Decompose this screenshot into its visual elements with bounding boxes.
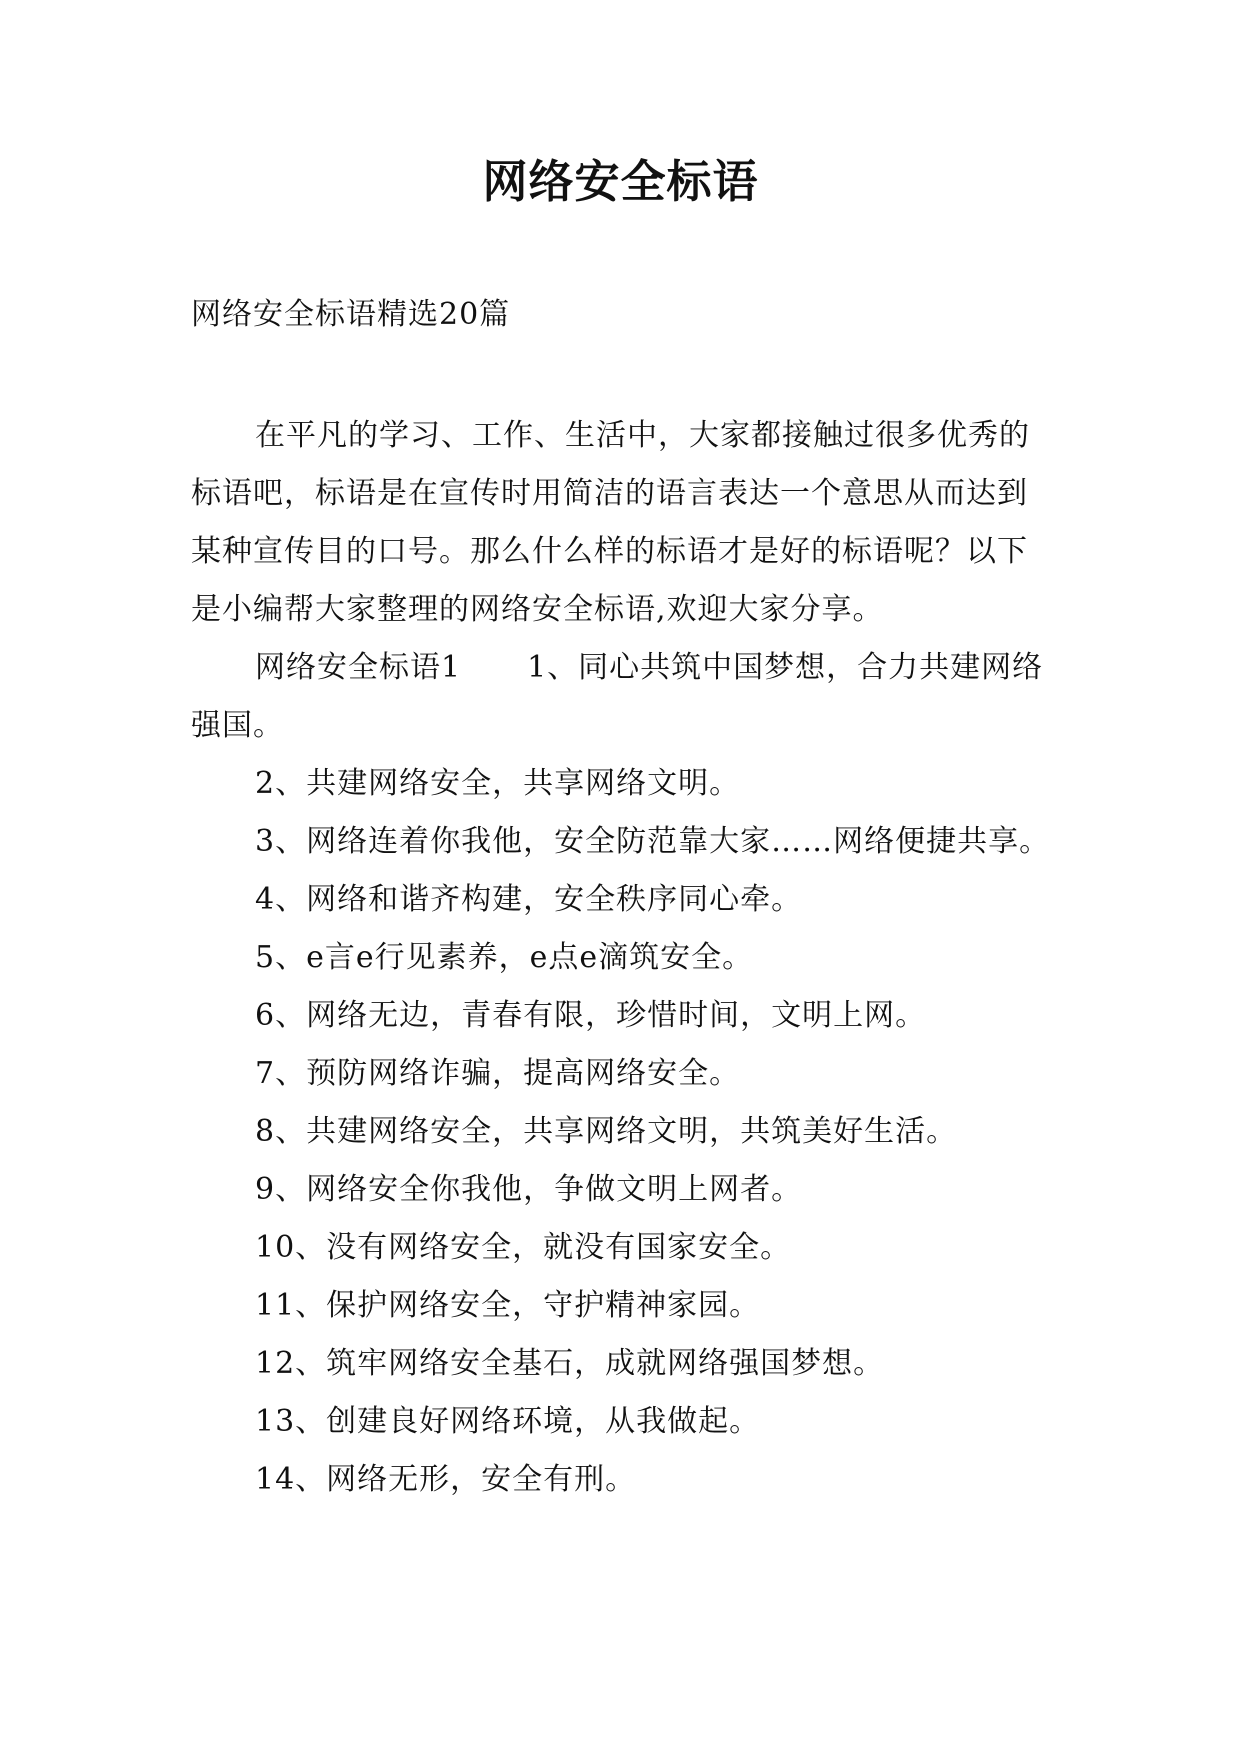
- slogan-list: [191, 639, 1051, 1509]
- document-subtitle: 网络安全标语精选20篇: [191, 297, 511, 332]
- document-title: 网络安全标语: [482, 155, 759, 208]
- slogan-text: 1、同心共筑中国梦想，合力共建网络强国。: [191, 650, 1044, 743]
- slogan-list-item: 6、网络无边，青春有限，珍惜时间，文明上网。: [255, 998, 927, 1033]
- section-heading: 网络安全标语1: [255, 650, 462, 685]
- slogan-list-item: 9、网络安全你我他，争做文明上网者。: [255, 1172, 803, 1207]
- slogan-list-item: 13、创建良好网络环境，从我做起。: [255, 1404, 761, 1439]
- slogan-list-item: 2、共建网络安全，共享网络文明。: [255, 766, 741, 801]
- slogan-list-item: 3、网络连着你我他，安全防范靠大家……网络便捷共享。: [255, 824, 1051, 859]
- slogan-list-item: 7、预防网络诈骗，提高网络安全。: [255, 1056, 741, 1091]
- slogan-list-item: 14、网络无形，安全有刑。: [255, 1462, 637, 1497]
- slogan-list-item: 11、保护网络安全，守护精神家园。: [255, 1288, 761, 1323]
- slogan-list-item: 8、共建网络安全，共享网络文明，共筑美好生活。: [255, 1114, 958, 1149]
- slogan-list-item: 5、e言e行见素养，e点e滴筑安全。: [255, 940, 754, 975]
- intro-paragraph: 在平凡的学习、工作、生活中，大家都接触过很多优秀的标语吧，标语是在宣传时用简洁的语言表达一个意思从而达到某种宣传目的口号。那么什么样的标语才是好的标语呢？以下是小编帮大家整理的网络安全标语,欢迎大家分享。: [191, 418, 1030, 627]
- slogan-list-item: 4、网络和谐齐构建，安全秩序同心牵。: [255, 882, 803, 917]
- slogan-list-item: 10、没有网络安全，就没有国家安全。: [255, 1230, 792, 1265]
- slogan-list-item: [191, 639, 1051, 755]
- slogan-list-item: 12、筑牢网络安全基石，成就网络强国梦想。: [255, 1346, 885, 1381]
